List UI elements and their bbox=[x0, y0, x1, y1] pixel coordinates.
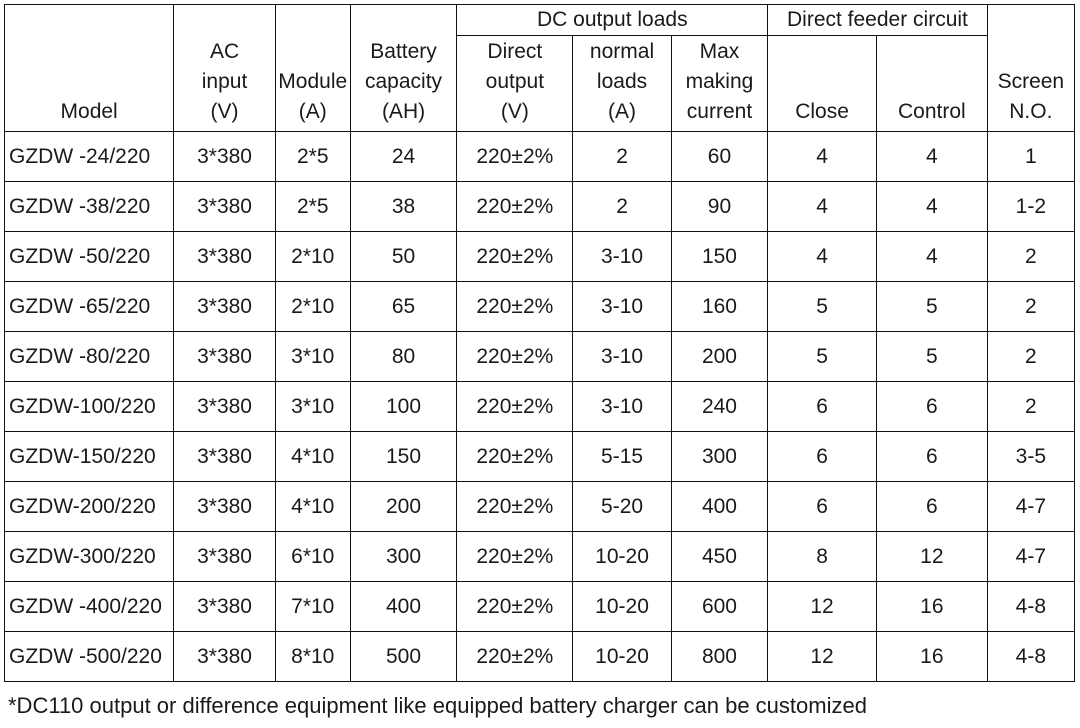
col-header-max-making-current: Max making current bbox=[671, 36, 767, 132]
cell-direct-output: 220±2% bbox=[457, 132, 573, 182]
cell-direct-output: 220±2% bbox=[457, 482, 573, 532]
cell-normal-loads: 3-10 bbox=[573, 332, 671, 382]
cell-screen-no: 4-8 bbox=[987, 582, 1074, 632]
cell-battery-capacity: 300 bbox=[350, 532, 457, 582]
table-row bbox=[5, 582, 1075, 632]
cell-screen-no: 1 bbox=[987, 132, 1074, 182]
cell-normal-loads: 3-10 bbox=[573, 232, 671, 282]
cell-direct-output: 220±2% bbox=[457, 232, 573, 282]
col-header-direct-output: Direct output (V) bbox=[457, 36, 573, 132]
cell-close: 6 bbox=[768, 432, 877, 482]
cell-module: 8*10 bbox=[275, 632, 350, 682]
table-row bbox=[5, 182, 1075, 232]
cell-ac-input: 3*380 bbox=[174, 582, 276, 632]
cell-max-making-current: 60 bbox=[671, 132, 767, 182]
cell-screen-no: 2 bbox=[987, 382, 1074, 432]
cell-battery-capacity: 65 bbox=[350, 282, 457, 332]
col-header-control: Control bbox=[876, 36, 987, 132]
cell-module: 4*10 bbox=[275, 482, 350, 532]
cell-normal-loads: 10-20 bbox=[573, 632, 671, 682]
cell-module: 7*10 bbox=[275, 582, 350, 632]
cell-module: 2*10 bbox=[275, 282, 350, 332]
cell-battery-capacity: 50 bbox=[350, 232, 457, 282]
cell-screen-no: 4-7 bbox=[987, 532, 1074, 582]
cell-max-making-current: 450 bbox=[671, 532, 767, 582]
table-row bbox=[5, 632, 1075, 682]
cell-ac-input: 3*380 bbox=[174, 482, 276, 532]
cell-close: 12 bbox=[768, 632, 877, 682]
table-body bbox=[5, 132, 1075, 682]
cell-close: 4 bbox=[768, 132, 877, 182]
cell-close: 4 bbox=[768, 232, 877, 282]
cell-control: 6 bbox=[876, 432, 987, 482]
cell-control: 12 bbox=[876, 532, 987, 582]
col-header-model: Model bbox=[5, 5, 174, 132]
cell-module: 2*5 bbox=[275, 182, 350, 232]
cell-close: 12 bbox=[768, 582, 877, 632]
cell-model: GZDW-100/220 bbox=[5, 382, 174, 432]
table-row bbox=[5, 432, 1075, 482]
col-header-battery-capacity: Battery capacity (AH) bbox=[350, 5, 457, 132]
cell-battery-capacity: 200 bbox=[350, 482, 457, 532]
cell-close: 5 bbox=[768, 282, 877, 332]
cell-max-making-current: 150 bbox=[671, 232, 767, 282]
cell-normal-loads: 2 bbox=[573, 182, 671, 232]
cell-battery-capacity: 100 bbox=[350, 382, 457, 432]
cell-close: 5 bbox=[768, 332, 877, 382]
cell-module: 2*5 bbox=[275, 132, 350, 182]
spec-table bbox=[4, 4, 1075, 682]
cell-module: 2*10 bbox=[275, 232, 350, 282]
cell-close: 6 bbox=[768, 382, 877, 432]
table-row bbox=[5, 332, 1075, 382]
cell-control: 4 bbox=[876, 232, 987, 282]
footnote: *DC110 output or difference equipment like equipped battery charger can be customized bbox=[8, 693, 867, 718]
cell-screen-no: 2 bbox=[987, 282, 1074, 332]
cell-ac-input: 3*380 bbox=[174, 182, 276, 232]
cell-control: 4 bbox=[876, 182, 987, 232]
col-header-screen-no: Screen N.O. bbox=[987, 5, 1074, 132]
cell-normal-loads: 5-20 bbox=[573, 482, 671, 532]
cell-close: 8 bbox=[768, 532, 877, 582]
cell-battery-capacity: 500 bbox=[350, 632, 457, 682]
cell-direct-output: 220±2% bbox=[457, 532, 573, 582]
cell-control: 16 bbox=[876, 632, 987, 682]
cell-model: GZDW-150/220 bbox=[5, 432, 174, 482]
cell-model: GZDW -400/220 bbox=[5, 582, 174, 632]
cell-control: 6 bbox=[876, 482, 987, 532]
cell-max-making-current: 200 bbox=[671, 332, 767, 382]
cell-normal-loads: 3-10 bbox=[573, 282, 671, 332]
cell-close: 6 bbox=[768, 482, 877, 532]
cell-screen-no: 2 bbox=[987, 332, 1074, 382]
cell-max-making-current: 600 bbox=[671, 582, 767, 632]
cell-control: 6 bbox=[876, 382, 987, 432]
table-row bbox=[5, 232, 1075, 282]
cell-module: 4*10 bbox=[275, 432, 350, 482]
cell-normal-loads: 2 bbox=[573, 132, 671, 182]
cell-max-making-current: 160 bbox=[671, 282, 767, 332]
cell-ac-input: 3*380 bbox=[174, 382, 276, 432]
cell-battery-capacity: 38 bbox=[350, 182, 457, 232]
table-row bbox=[5, 282, 1075, 332]
cell-normal-loads: 10-20 bbox=[573, 532, 671, 582]
cell-battery-capacity: 400 bbox=[350, 582, 457, 632]
cell-direct-output: 220±2% bbox=[457, 632, 573, 682]
cell-model: GZDW -500/220 bbox=[5, 632, 174, 682]
col-header-ac-input: AC input (V) bbox=[174, 5, 276, 132]
cell-screen-no: 4-7 bbox=[987, 482, 1074, 532]
cell-battery-capacity: 80 bbox=[350, 332, 457, 382]
col-header-module: Module (A) bbox=[275, 5, 350, 132]
col-header-normal-loads: normal loads (A) bbox=[573, 36, 671, 132]
cell-model: GZDW -80/220 bbox=[5, 332, 174, 382]
cell-screen-no: 2 bbox=[987, 232, 1074, 282]
cell-model: GZDW-300/220 bbox=[5, 532, 174, 582]
cell-max-making-current: 300 bbox=[671, 432, 767, 482]
cell-max-making-current: 400 bbox=[671, 482, 767, 532]
cell-direct-output: 220±2% bbox=[457, 332, 573, 382]
cell-direct-output: 220±2% bbox=[457, 382, 573, 432]
group-header-direct-feeder-circuit: Direct feeder circuit bbox=[768, 5, 988, 36]
cell-module: 6*10 bbox=[275, 532, 350, 582]
table-row bbox=[5, 132, 1075, 182]
table-row bbox=[5, 482, 1075, 532]
cell-close: 4 bbox=[768, 182, 877, 232]
cell-direct-output: 220±2% bbox=[457, 432, 573, 482]
cell-max-making-current: 240 bbox=[671, 382, 767, 432]
cell-direct-output: 220±2% bbox=[457, 182, 573, 232]
cell-ac-input: 3*380 bbox=[174, 282, 276, 332]
cell-ac-input: 3*380 bbox=[174, 632, 276, 682]
cell-ac-input: 3*380 bbox=[174, 132, 276, 182]
table-row bbox=[5, 382, 1075, 432]
cell-battery-capacity: 24 bbox=[350, 132, 457, 182]
cell-ac-input: 3*380 bbox=[174, 532, 276, 582]
cell-screen-no: 1-2 bbox=[987, 182, 1074, 232]
cell-normal-loads: 10-20 bbox=[573, 582, 671, 632]
cell-control: 4 bbox=[876, 132, 987, 182]
cell-model: GZDW -65/220 bbox=[5, 282, 174, 332]
cell-normal-loads: 5-15 bbox=[573, 432, 671, 482]
group-header-dc-output-loads: DC output loads bbox=[457, 5, 768, 36]
cell-control: 5 bbox=[876, 282, 987, 332]
cell-control: 16 bbox=[876, 582, 987, 632]
col-header-close: Close bbox=[768, 36, 877, 132]
cell-module: 3*10 bbox=[275, 382, 350, 432]
cell-model: GZDW -50/220 bbox=[5, 232, 174, 282]
cell-control: 5 bbox=[876, 332, 987, 382]
cell-ac-input: 3*380 bbox=[174, 232, 276, 282]
table-header bbox=[5, 5, 1075, 132]
cell-max-making-current: 90 bbox=[671, 182, 767, 232]
cell-screen-no: 4-8 bbox=[987, 632, 1074, 682]
cell-model: GZDW-200/220 bbox=[5, 482, 174, 532]
cell-module: 3*10 bbox=[275, 332, 350, 382]
table-row bbox=[5, 532, 1075, 582]
cell-direct-output: 220±2% bbox=[457, 582, 573, 632]
cell-model: GZDW -24/220 bbox=[5, 132, 174, 182]
cell-ac-input: 3*380 bbox=[174, 332, 276, 382]
cell-model: GZDW -38/220 bbox=[5, 182, 174, 232]
cell-battery-capacity: 150 bbox=[350, 432, 457, 482]
cell-max-making-current: 800 bbox=[671, 632, 767, 682]
cell-direct-output: 220±2% bbox=[457, 282, 573, 332]
cell-ac-input: 3*380 bbox=[174, 432, 276, 482]
cell-normal-loads: 3-10 bbox=[573, 382, 671, 432]
cell-screen-no: 3-5 bbox=[987, 432, 1074, 482]
